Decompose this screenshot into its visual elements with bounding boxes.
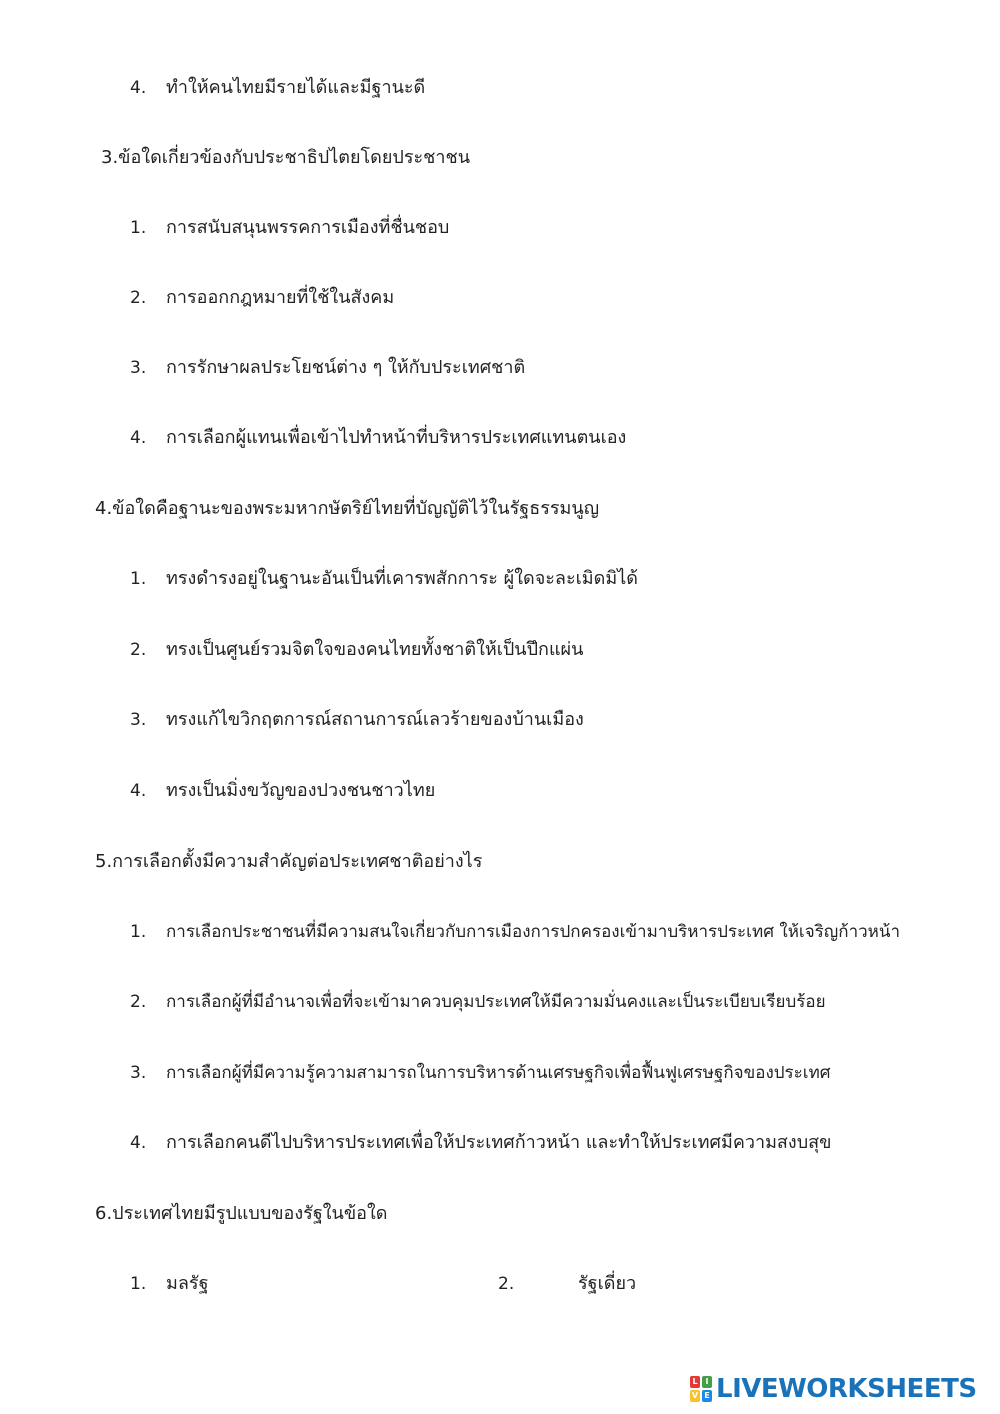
option-number: 2.: [130, 992, 147, 1012]
option-number: 3.: [130, 358, 147, 378]
logo-mark-letter: L: [690, 1376, 700, 1388]
option-number: 1.: [130, 922, 147, 942]
option-number: 4.: [130, 1133, 147, 1153]
option-number: 2.: [130, 288, 147, 308]
q5-option-2: การเลือกผู้ที่มีอำนาจเพื่อที่จะเข้ามาควบคุมประเทศให้มีความมั่นคงและเป็นระเบียบเรียบร้อย: [166, 992, 826, 1012]
option-number: 1.: [130, 1274, 147, 1294]
q3-option-3: การรักษาผลประโยชน์ต่าง ๆ ให้กับประเทศชาติ: [166, 357, 526, 378]
option-number: 3.: [130, 1063, 147, 1083]
q2-option-4: ทำให้คนไทยมีรายได้และมีฐานะดี: [166, 77, 426, 98]
option-number: 1.: [130, 218, 147, 238]
option-number: 4.: [130, 428, 147, 448]
logo-mark-letter: I: [702, 1376, 712, 1388]
q4-option-3: ทรงแก้ไขวิกฤตการณ์สถานการณ์เลวร้ายของบ้านเมือง: [166, 709, 584, 730]
q3-option-1: การสนับสนุนพรรคการเมืองที่ชื่นชอบ: [166, 217, 450, 238]
q5-option-3: การเลือกผู้ที่มีความรู้ความสามารถในการบริหารด้านเศรษฐกิจเพื่อฟื้นฟูเศรษฐกิจของประเทศ: [166, 1063, 831, 1083]
logo-mark-icon: [690, 1376, 712, 1402]
question-6: 6.ประเทศไทยมีรูปแบบของรัฐในข้อใด: [95, 1203, 388, 1224]
question-4: 4.ข้อใดคือฐานะของพระมหากษัตริย์ไทยที่บัญญัติไว้ในรัฐธรรมนูญ: [95, 498, 600, 519]
logo-text: LIVEWORKSHEETS: [716, 1374, 977, 1404]
logo-mark-letter: E: [702, 1390, 712, 1402]
option-number: 1.: [130, 569, 147, 589]
q5-option-4: การเลือกคนดีไปบริหารประเทศเพื่อให้ประเทศก้าวหน้า และทำให้ประเทศมีความสงบสุข: [166, 1132, 832, 1153]
question-3: 3.ข้อใดเกี่ยวข้องกับประชาธิปไตยโดยประชาชน: [101, 147, 470, 168]
q3-option-2: การออกกฎหมายที่ใช้ในสังคม: [166, 287, 395, 308]
logo-mark-letter: V: [691, 1391, 699, 1400]
option-number: 3.: [130, 710, 147, 730]
q6-option-1: มลรัฐ: [166, 1273, 209, 1294]
q4-option-2: ทรงเป็นศูนย์รวมจิตใจของคนไทยทั้งชาติให้เป็นปึกแผ่น: [166, 639, 584, 660]
question-5: 5.การเลือกตั้งมีความสำคัญต่อประเทศชาติอย่างไร: [95, 851, 483, 872]
q6-option-2: รัฐเดี่ยว: [578, 1273, 637, 1294]
option-number: 4.: [130, 78, 147, 98]
q4-option-4: ทรงเป็นมิ่งขวัญของปวงชนชาวไทย: [166, 780, 436, 801]
q3-option-4: การเลือกผู้แทนเพื่อเข้าไปทำหน้าที่บริหารประเทศแทนตนเอง: [166, 427, 627, 448]
option-number: 2.: [498, 1274, 515, 1294]
liveworksheets-logo: [690, 1374, 977, 1404]
q4-option-1: ทรงดำรงอยู่ในฐานะอันเป็นที่เคารพสักการะ ผู้ใดจะละเมิดมิได้: [166, 568, 638, 589]
option-number: 2.: [130, 640, 147, 660]
q5-option-1: การเลือกประชาชนที่มีความสนใจเกี่ยวกับการเมืองการปกครองเข้ามาบริหารประเทศ ให้เจริญก้าวหน้า: [166, 922, 901, 942]
option-number: 4.: [130, 781, 147, 801]
